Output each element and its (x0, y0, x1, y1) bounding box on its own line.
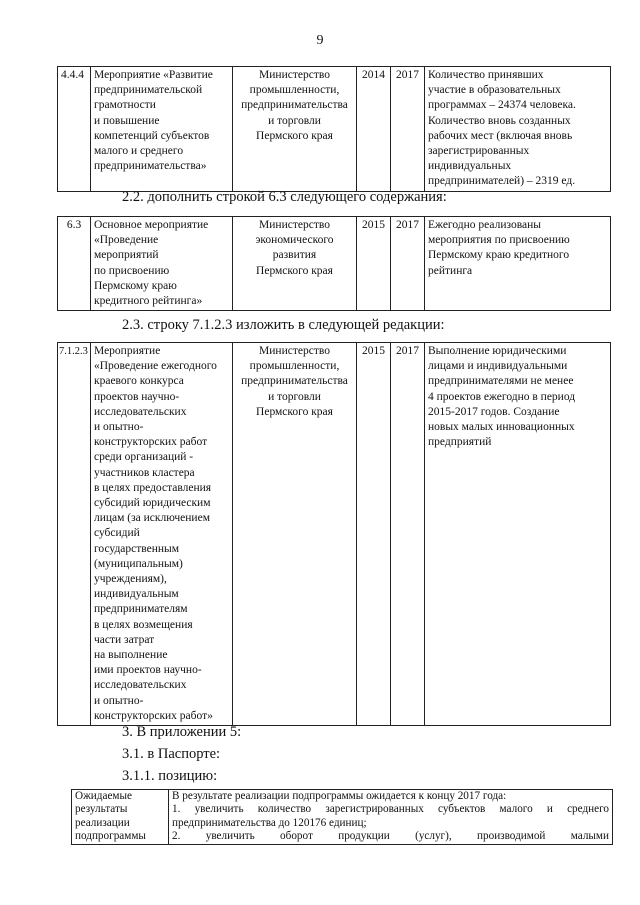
start-year: 2015 (357, 217, 391, 311)
expected-result: Выполнение юридическими лицами и индивидуальными предпринимателями не менее 4 проектов ежегодно в период 2015-2017 годов. Создание новых малых инновационных предприятий (425, 343, 611, 726)
paragraph-3: 3. В приложении 5: (122, 724, 242, 740)
passport-label: Ожидаемые результаты реализации подпрограммы (72, 790, 169, 845)
expected-result: Количество принявших участие в образовательных программах – 24374 человека. Количество вновь созданных рабочих мест (включая вновь зарегистрированных индивидуальных предпринимателей) – 2319 ед. (425, 67, 611, 192)
passport-intro: В результате реализации подпрограммы ожидается к концу 2017 года: (172, 790, 507, 802)
responsible-ministry: Министерство промышленности, предпринимательства и торговли Пермского края (233, 67, 357, 192)
event-name: Основное мероприятие «Проведение мероприятий по присвоению Пермскому краю кредитного рейтинга» (91, 217, 233, 311)
passport-content (169, 790, 613, 845)
expected-result: Ежегодно реализованы мероприятия по присвоению Пермскому краю кредитного рейтинга (425, 217, 611, 311)
event-name: Мероприятие «Проведение ежегодного краевого конкурса проектов научно- исследовательских и опытно- конструкторских работ среди организаций - участников кластера в целях предоставления субсидий юридическим лицам (за исключением субсидий государственным (муниципальным) учреждениям), индивидуальным предпринимателям в целях возмещения части затрат на выполнение ими проектов научно- исследовательских и опытно- конструкторских работ» (91, 343, 233, 726)
paragraph-2-3: 2.3. строку 7.1.2.3 изложить в следующей редакции: (122, 317, 445, 333)
start-year: 2015 (357, 343, 391, 726)
passport-item-2-line-1: 2. увеличить оборот продукции (услуг), производимой малыми (172, 829, 609, 842)
passport-item-1-line-2: предпринимательства до 120176 единиц; (172, 816, 367, 829)
row-number: 7.1.2.3 (58, 343, 91, 726)
paragraph-3-1: 3.1. в Паспорте: (122, 746, 221, 762)
passport-item-1-line-1: 1. увеличить количество зарегистрированных субъектов малого и среднего (172, 803, 609, 816)
paragraph-2-2: 2.2. дополнить строкой 6.3 следующего содержания: (122, 189, 447, 205)
responsible-ministry: Министерство экономического развития Пермского края (233, 217, 357, 311)
end-year: 2017 (391, 343, 425, 726)
row-number: 6.3 (58, 217, 91, 311)
row-number: 4.4.4 (58, 67, 91, 192)
table-row-4-4-4 (57, 66, 611, 192)
paragraph-3-1-1: 3.1.1. позицию: (122, 768, 218, 784)
responsible-ministry: Министерство промышленности, предпринимательства и торговли Пермского края (233, 343, 357, 726)
end-year: 2017 (391, 217, 425, 311)
page-number: 9 (316, 33, 324, 48)
table-row-6-3 (57, 216, 611, 311)
start-year: 2014 (357, 67, 391, 192)
passport-table (71, 789, 613, 845)
event-name: Мероприятие «Развитие предпринимательской грамотности и повышение компетенций субъектов малого и среднего предпринимательства» (91, 67, 233, 192)
table-row-7-1-2-3 (57, 342, 611, 726)
end-year: 2017 (391, 67, 425, 192)
